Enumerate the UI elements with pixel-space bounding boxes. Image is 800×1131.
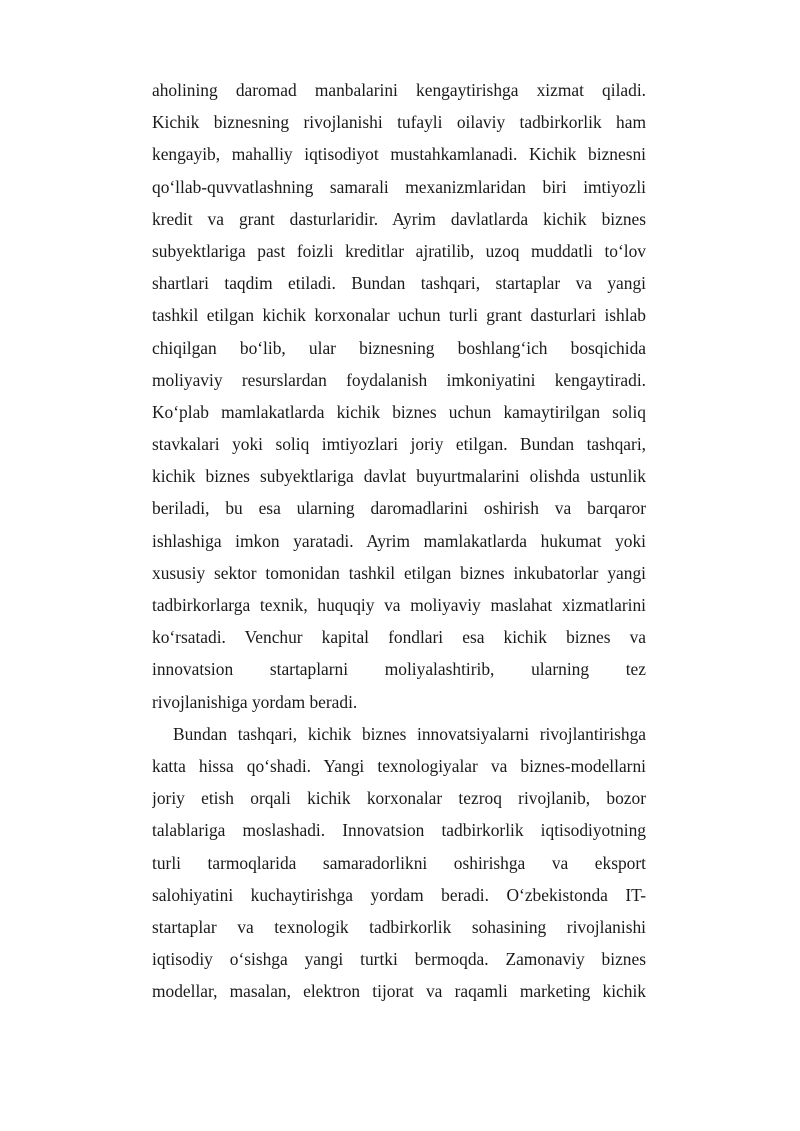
text-line: stavkalari yoki soliq imtiyozlari joriy etilgan. Bundan tashqari, (152, 434, 646, 455)
body-text (152, 74, 646, 1007)
text-line: subyektlariga past foizli kreditlar ajratilib, uzoq muddatli to‘lov (152, 240, 646, 261)
text-line: kengayib, mahalliy iqtisodiyot mustahkamlanadi. Kichik biznesni (152, 144, 646, 165)
text-line: iqtisodiy o‘sishga yangi turtki bermoqda. Zamonaviy biznes (152, 949, 646, 970)
text-line: startaplar va texnologik tadbirkorlik sohasining rivojlanishi (152, 916, 646, 937)
text-line: rivojlanishiga yordam beradi. (152, 691, 358, 712)
text-line: qo‘llab-quvvatlashning samarali mexanizmlaridan biri imtiyozli (152, 176, 646, 197)
text-line: modellar, masalan, elektron tijorat va raqamli marketing kichik (152, 981, 646, 1002)
text-line: kichik biznes subyektlariga davlat buyurtmalarini olishda ustunlik (152, 466, 646, 487)
text-line: xususiy sektor tomonidan tashkil etilgan biznes inkubatorlar yangi (152, 562, 646, 583)
text-line: turli tarmoqlarida samaradorlikni oshirishga va eksport (152, 852, 646, 873)
text-line: joriy etish orqali kichik korxonalar tezroq rivojlanib, bozor (152, 788, 646, 809)
paragraph-first-line: Bundan tashqari, kichik biznes innovatsiyalarni rivojlantirishga (173, 723, 646, 744)
document-page (152, 74, 646, 1007)
text-line: tadbirkorlarga texnik, huquqiy va moliyaviy maslahat xizmatlarini (152, 595, 646, 615)
text-line: ko‘rsatadi. Venchur kapital fondlari esa kichik biznes va (152, 627, 646, 648)
text-line: Kichik biznesning rivojlanishi tufayli oilaviy tadbirkorlik ham (152, 112, 646, 133)
text-line: Ko‘plab mamlakatlarda kichik biznes uchun kamaytirilgan soliq (152, 401, 646, 422)
text-line: chiqilgan bo‘lib, ular biznesning boshlang‘ich bosqichida (152, 337, 646, 358)
text-line: talablariga moslashadi. Innovatsion tadbirkorlik iqtisodiyotning (152, 820, 646, 841)
text-line: innovatsion startaplarni moliyalashtirib, ularning tez (152, 659, 646, 680)
text-line: tashkil etilgan kichik korxonalar uchun turli grant dasturlari ishlab (152, 305, 646, 326)
text-line: moliyaviy resurslardan foydalanish imkoniyatini kengaytiradi. (152, 369, 646, 390)
text-line: beriladi, bu esa ularning daromadlarini oshirish va barqaror (152, 498, 646, 519)
text-line: salohiyatini kuchaytirishga yordam beradi. O‘zbekistonda IT- (152, 884, 646, 905)
text-line: aholining daromad manbalarini kengaytirishga xizmat qiladi. (152, 80, 646, 100)
text-line: kredit va grant dasturlaridir. Ayrim davlatlarda kichik biznes (152, 208, 646, 229)
text-line: shartlari taqdim etiladi. Bundan tashqari, startaplar va yangi (152, 273, 646, 294)
text-line: ishlashiga imkon yaratadi. Ayrim mamlakatlarda hukumat yoki (152, 530, 646, 551)
text-line: katta hissa qo‘shadi. Yangi texnologiyalar va biznes-modellarni (152, 755, 646, 776)
